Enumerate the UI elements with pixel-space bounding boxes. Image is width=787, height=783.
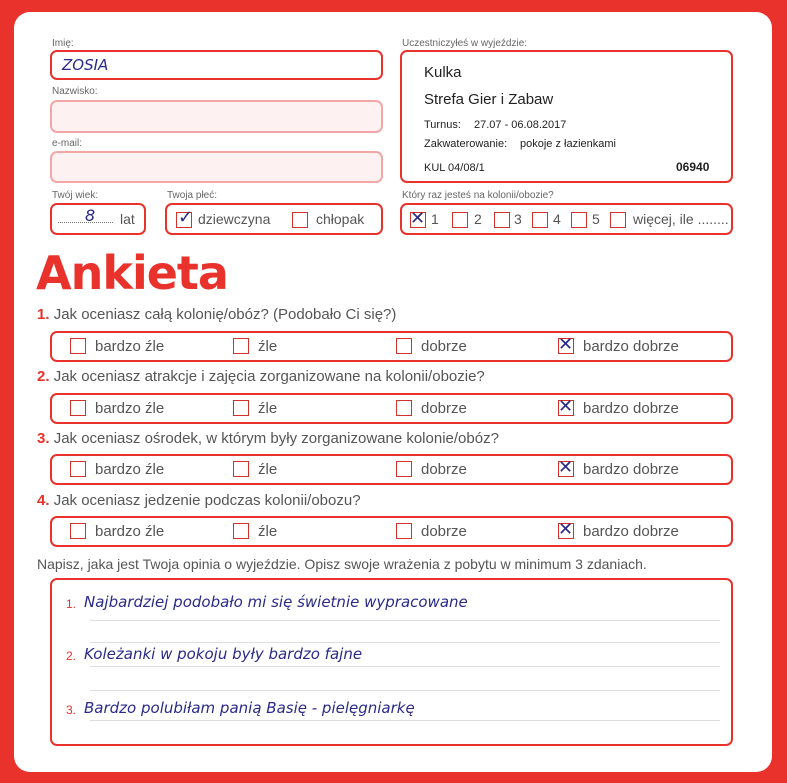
times-more-checkbox[interactable] [610, 212, 626, 228]
q1-option-very-bad-checkbox[interactable] [70, 338, 86, 354]
q1-option-good-checkbox[interactable] [396, 338, 412, 354]
participation-label: Uczestniczyłeś w wyjeździe: [402, 38, 528, 49]
q4-option-bad-label: źle [258, 523, 278, 540]
age-unit: lat [120, 211, 135, 227]
q2-option-good-checkbox[interactable] [396, 400, 412, 416]
question-4 [37, 492, 361, 509]
opinion-1-text: Najbardziej podobało mi się świetnie wypracowane [84, 593, 468, 611]
name-label: Imię: [52, 38, 74, 49]
opinion-3-text: Bardzo polubiłam panią Basię - pielęgniarkę [84, 699, 415, 717]
times-1-label: 1 [431, 211, 439, 227]
surname-label: Nazwisko: [52, 86, 98, 97]
times-4-label: 4 [553, 211, 561, 227]
q4-option-bad-checkbox[interactable] [233, 523, 249, 539]
q4-option-very-bad-checkbox[interactable] [70, 523, 86, 539]
q2-option-very-good-label: bardzo dobrze [583, 400, 679, 417]
opinion-line-4 [90, 690, 720, 691]
q3-option-bad-label: źle [258, 461, 278, 478]
times-3-label: 3 [514, 211, 522, 227]
q4-option-good-checkbox[interactable] [396, 523, 412, 539]
name-value: ZOSIA [62, 56, 109, 74]
survey-title: Ankieta [36, 246, 228, 300]
q4-option-good-label: dobrze [421, 523, 467, 540]
times-5-label: 5 [592, 211, 600, 227]
times-1-checkbox[interactable] [410, 212, 426, 228]
times-more-label: więcej, ile ........ [633, 211, 729, 227]
camp-place: Strefa Gier i Zabaw [424, 91, 554, 108]
gender-label: Twoja płeć: [167, 190, 218, 201]
q2-option-very-bad-label: bardzo źle [95, 400, 165, 417]
q1-option-very-good-label: bardzo dobrze [583, 338, 679, 355]
q3-option-very-good-label: bardzo dobrze [583, 461, 679, 478]
times-2-label: 2 [474, 211, 482, 227]
q2-option-very-good-checkbox[interactable] [558, 400, 574, 416]
q3-option-good-label: dobrze [421, 461, 467, 478]
times-5-checkbox[interactable] [571, 212, 587, 228]
question-3-text: Jak oceniasz ośrodek, w którym były zorganizowane kolonie/obóz? [53, 430, 499, 447]
email-label: e-mail: [52, 138, 83, 149]
question-4-text: Jak oceniasz jedzenie podczas kolonii/obozu? [53, 492, 361, 509]
surname-field[interactable] [50, 100, 383, 133]
gender-girl-label: dziewczyna [198, 211, 271, 227]
age-value: 8 [85, 206, 96, 225]
q2-option-bad-label: źle [258, 400, 278, 417]
camp-number: 06940 [676, 160, 710, 174]
q2-option-very-bad-checkbox[interactable] [70, 400, 86, 416]
opinion-prompt: Napisz, jaka jest Twoja opinia o wyjeździe. Opisz swoje wrażenia z pobytu w minimum 3 zdaniach. [37, 556, 647, 572]
age-label: Twój wiek: [52, 190, 99, 201]
q3-option-very-bad-label: bardzo źle [95, 461, 165, 478]
turnus-value: 27.07 - 06.08.2017 [474, 119, 567, 131]
turnus-label: Turnus: [424, 119, 461, 131]
question-3-number: 3. [37, 430, 50, 447]
q3-option-very-good-checkbox[interactable] [558, 461, 574, 477]
question-2 [37, 368, 485, 385]
q4-option-very-good-checkbox[interactable] [558, 523, 574, 539]
q3-option-good-checkbox[interactable] [396, 461, 412, 477]
gender-girl-checkbox[interactable] [176, 212, 192, 228]
question-2-text: Jak oceniasz atrakcje i zajęcia zorganizowane na kolonii/obozie? [53, 368, 485, 385]
question-2-number: 2. [37, 368, 50, 385]
opinion-line-2 [90, 642, 720, 643]
q1-option-bad-checkbox[interactable] [233, 338, 249, 354]
opinion-line-1 [90, 620, 720, 621]
email-field[interactable] [50, 151, 383, 183]
gender-boy-checkbox[interactable] [292, 212, 308, 228]
camp-code: KUL 04/08/1 [424, 162, 485, 174]
opinion-line-5 [90, 720, 720, 721]
q3-option-bad-checkbox[interactable] [233, 461, 249, 477]
opinion-3-number: 3. [66, 703, 77, 717]
question-1-number: 1. [37, 306, 50, 323]
question-1 [37, 306, 396, 323]
question-4-number: 4. [37, 492, 50, 509]
q3-option-very-bad-checkbox[interactable] [70, 461, 86, 477]
question-1-text: Jak oceniasz całą kolonię/obóz? (Podobało Ci się?) [53, 306, 397, 323]
opinion-2-text: Koleżanki w pokoju były bardzo fajne [84, 645, 363, 663]
q4-option-very-good-label: bardzo dobrze [583, 523, 679, 540]
q1-option-very-good-checkbox[interactable] [558, 338, 574, 354]
question-3 [37, 430, 499, 447]
q1-option-bad-label: źle [258, 338, 278, 355]
opinion-1-number: 1. [66, 597, 77, 611]
q1-option-very-bad-label: bardzo źle [95, 338, 165, 355]
times-2-checkbox[interactable] [452, 212, 468, 228]
q4-option-very-bad-label: bardzo źle [95, 523, 165, 540]
accommodation-value: pokoje z łazienkami [520, 138, 616, 150]
times-label: Który raz jesteś na kolonii/obozie? [402, 190, 554, 201]
accommodation-label: Zakwaterowanie: [424, 138, 508, 150]
times-3-checkbox[interactable] [494, 212, 510, 228]
q1-option-good-label: dobrze [421, 338, 467, 355]
times-4-checkbox[interactable] [532, 212, 548, 228]
opinion-2-number: 2. [66, 649, 77, 663]
gender-boy-label: chłopak [316, 211, 365, 227]
camp-name: Kulka [424, 64, 462, 81]
q2-option-bad-checkbox[interactable] [233, 400, 249, 416]
opinion-line-3 [90, 666, 720, 667]
q2-option-good-label: dobrze [421, 400, 467, 417]
